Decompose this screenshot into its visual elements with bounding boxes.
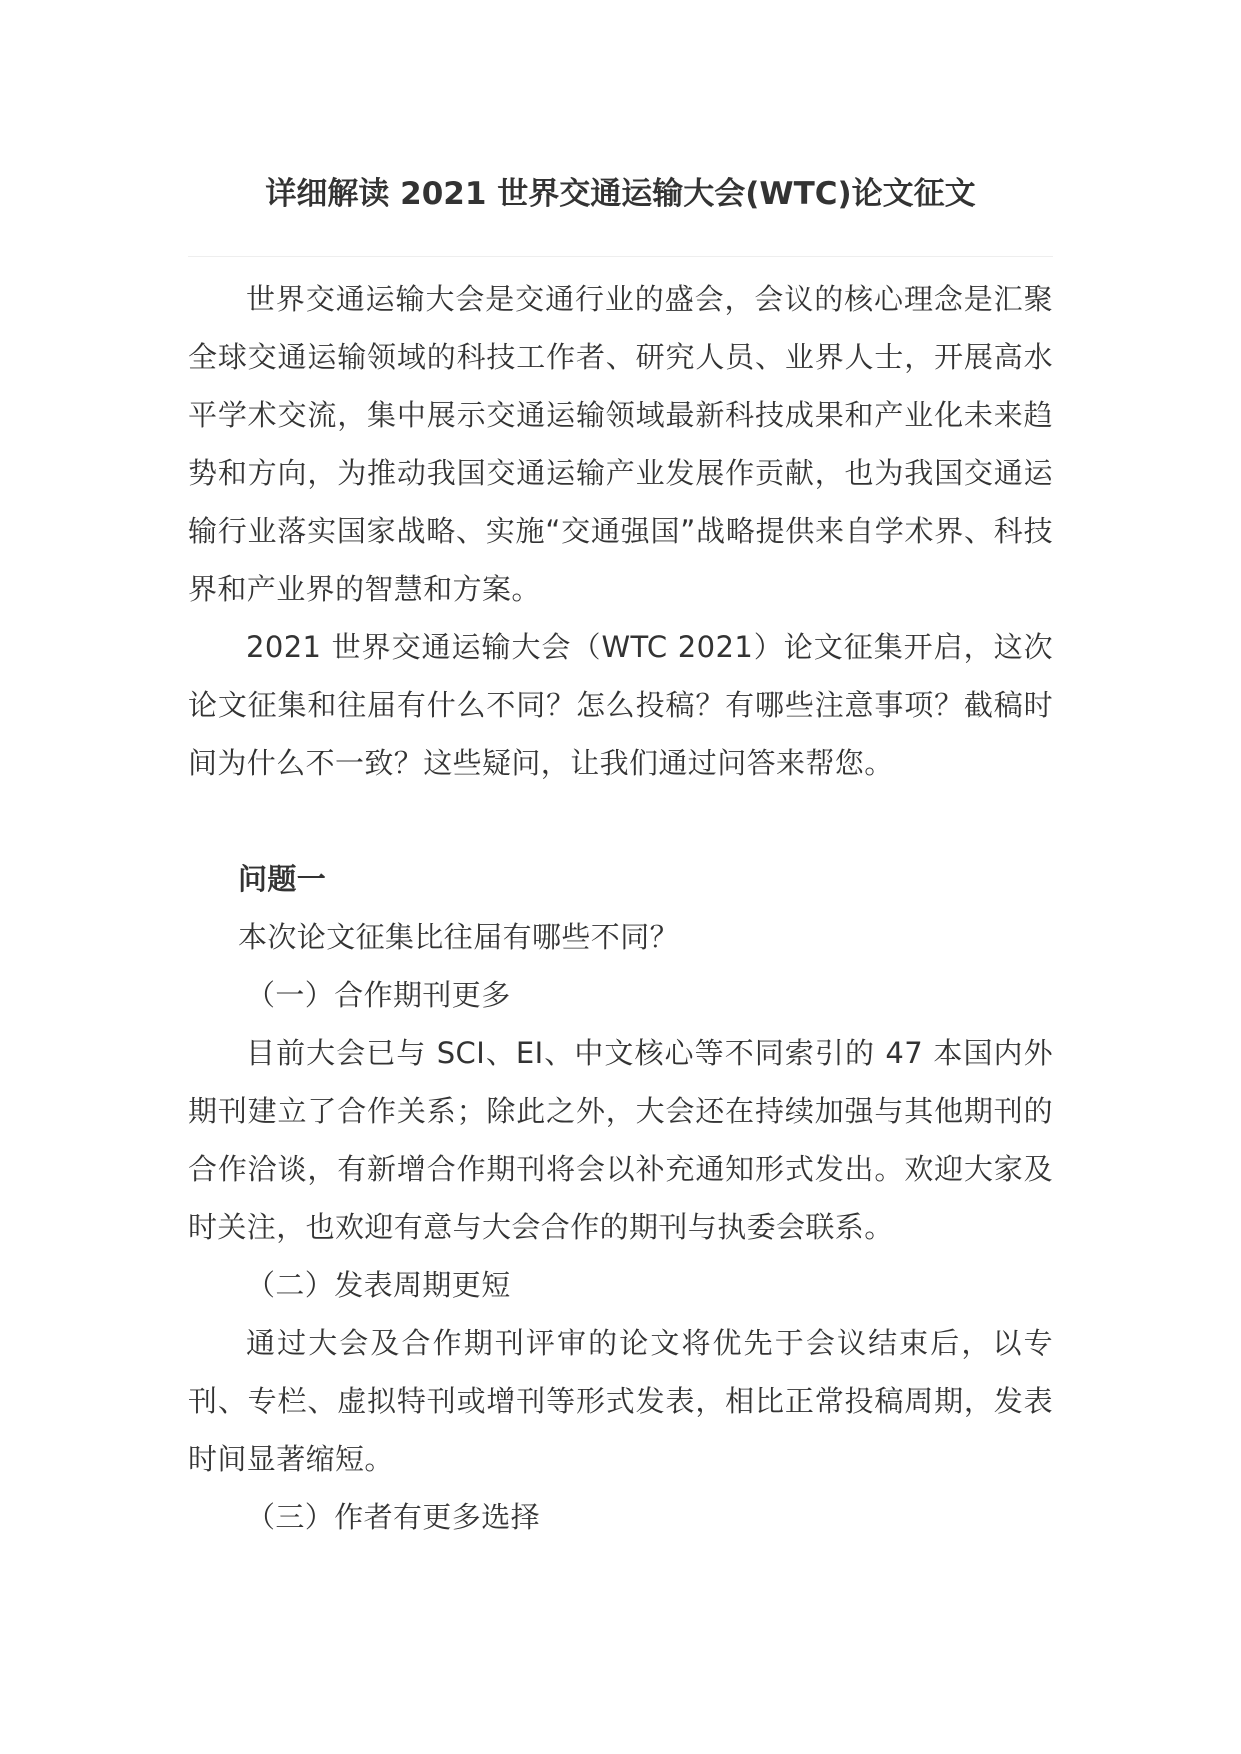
question-heading: 问题一 [238, 862, 327, 896]
section-heading: （二）发表周期更短 [246, 1268, 511, 1302]
section-body: 通过大会及合作期刊评审的论文将优先于会议结束后，以专刊、专栏、虚拟特刊或增刊等形式发表，相比正常投稿周期，发表时间显著缩短。 [188, 1326, 1053, 1476]
section-heading: （一）合作期刊更多 [246, 978, 511, 1012]
intro-paragraph: 2021 世界交通运输大会（WTC 2021）论文征集开启，这次论文征集和往届有什么不同？怎么投稿？有哪些注意事项？截稿时间为什么不一致？这些疑问，让我们通过问答来帮您。 [188, 630, 1053, 780]
section-heading: （三）作者有更多选择 [246, 1500, 541, 1534]
document-title: 详细解读 2021 世界交通运输大会(WTC)论文征文 [265, 175, 976, 212]
title-divider [188, 256, 1053, 257]
spacer [188, 792, 1053, 850]
section-body: 目前大会已与 SCI、EI、中文核心等不同索引的 47 本国内外期刊建立了合作关系；除此之外，大会还在持续加强与其他期刊的合作洽谈，有新增合作期刊将会以补充通知形式发出。欢迎大家及时关注，也欢迎有意与大会合作的期刊与执委会联系。 [188, 1036, 1053, 1244]
question-text: 本次论文征集比往届有哪些不同？ [238, 920, 680, 954]
intro-paragraph: 世界交通运输大会是交通行业的盛会，会议的核心理念是汇聚全球交通运输领域的科技工作者、研究人员、业界人士，开展高水平学术交流，集中展示交通运输领域最新科技成果和产业化未来趋势和方向，为推动我国交通运输产业发展作贡献，也为我国交通运输行业落实国家战略、实施“交通强国”战略提供来自学术界、科技界和产业界的智慧和方案。 [188, 282, 1053, 606]
article-body [188, 270, 1053, 1546]
